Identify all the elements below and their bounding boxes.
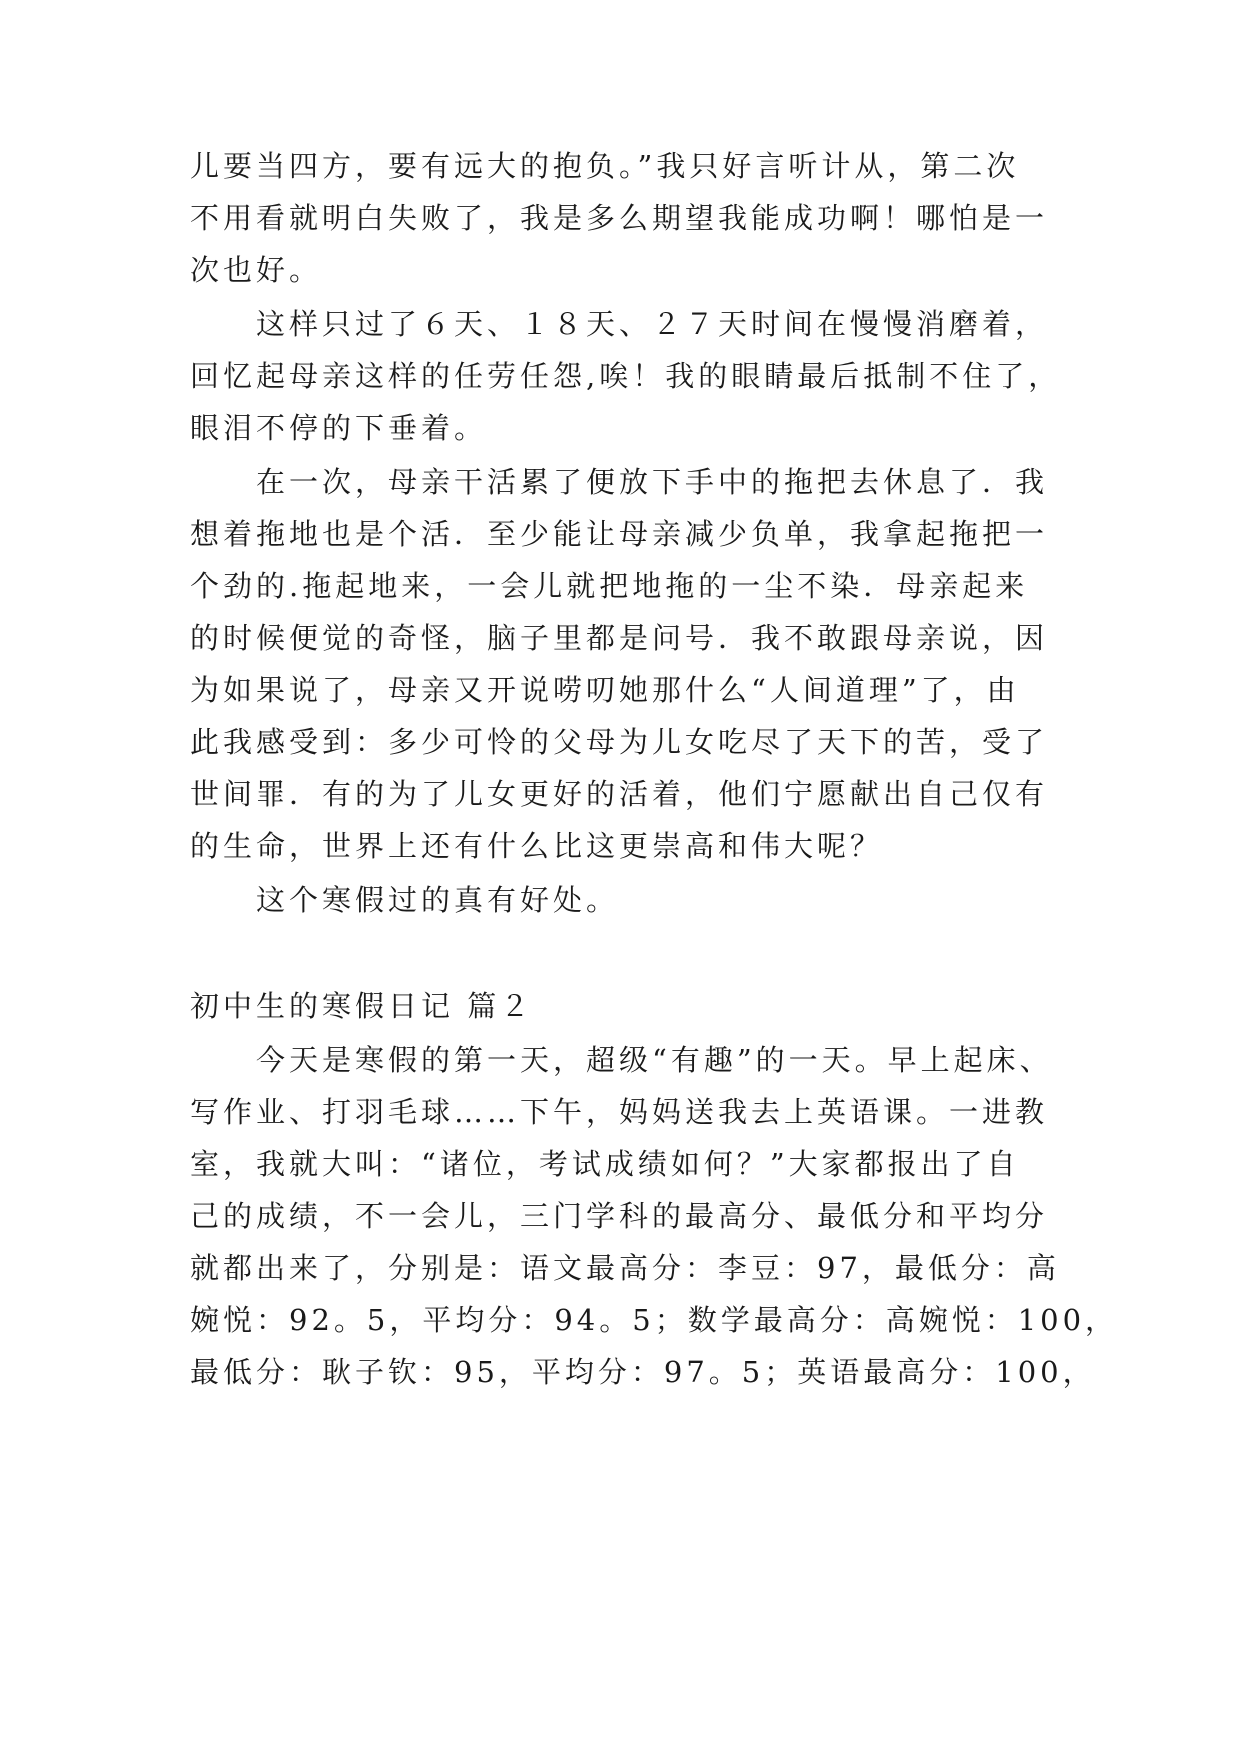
paragraph-2-line-2: 回忆起母亲这样的任劳任怨,唉！我的眼睛最后抵制不住了， <box>190 359 1062 393</box>
paragraph-1-line-1: 儿要当四方，要有远大的抱负。”我只好言听计从，第二次 <box>190 149 1020 183</box>
paragraph-3-line-5: 为如果说了，母亲又开说唠叨她那什么“人间道理”了，由 <box>190 673 1020 707</box>
paragraph-3-line-2: 想着拖地也是个活．至少能让母亲减少负单，我拿起拖把一 <box>190 517 1049 551</box>
paragraph-2-line-3: 眼泪不停的下垂着。 <box>190 411 488 445</box>
paragraph-3-line-8: 的生命，世界上还有什么比这更崇高和伟大呢？ <box>190 829 884 863</box>
paragraph-3-line-3: 个劲的.拖起地来，一会儿就把地拖的一尘不染．母亲起来 <box>190 569 1029 603</box>
paragraph-1-line-2: 不用看就明白失败了，我是多么期望我能成功啊！哪怕是一 <box>190 201 1049 235</box>
paragraph-5-line-1: 今天是寒假的第一天，超级“有趣”的一天。早上起床、 <box>256 1043 1053 1077</box>
paragraph-5-line-3: 室，我就大叫：“诸位，考试成绩如何？”大家都报出了自 <box>190 1147 1020 1181</box>
paragraph-5-line-5: 就都出来了，分别是：语文最高分：李豆：97，最低分：高 <box>190 1251 1060 1285</box>
paragraph-3-line-1: 在一次，母亲干活累了便放下手中的拖把去休息了．我 <box>256 465 1049 499</box>
paragraph-4-line-1: 这个寒假过的真有好处。 <box>256 883 620 917</box>
paragraph-2-line-1: 这样只过了６天、１８天、２７天时间在慢慢消磨着， <box>256 307 1049 341</box>
paragraph-5-line-6: 婉悦：92。5，平均分：94。5；数学最高分：高婉悦：100， <box>190 1303 1119 1337</box>
paragraph-5-line-7: 最低分：耿子钦：95，平均分：97。5；英语最高分：100， <box>190 1355 1096 1389</box>
section-title: 初中生的寒假日记 篇２ <box>190 989 534 1023</box>
paragraph-1-line-3: 次也好。 <box>190 253 323 287</box>
paragraph-3-line-4: 的时候便觉的奇怪，脑子里都是问号．我不敢跟母亲说，因 <box>190 621 1049 655</box>
paragraph-5-line-2: 写作业、打羽毛球……下午，妈妈送我去上英语课。一进教 <box>190 1095 1049 1129</box>
paragraph-5-line-4: 己的成绩，不一会儿，三门学科的最高分、最低分和平均分 <box>190 1199 1049 1233</box>
paragraph-3-line-6: 此我感受到：多少可怜的父母为儿女吃尽了天下的苦，受了 <box>190 725 1049 759</box>
paragraph-3-line-7: 世间罪．有的为了儿女更好的活着，他们宁愿献出自己仅有 <box>190 777 1049 811</box>
